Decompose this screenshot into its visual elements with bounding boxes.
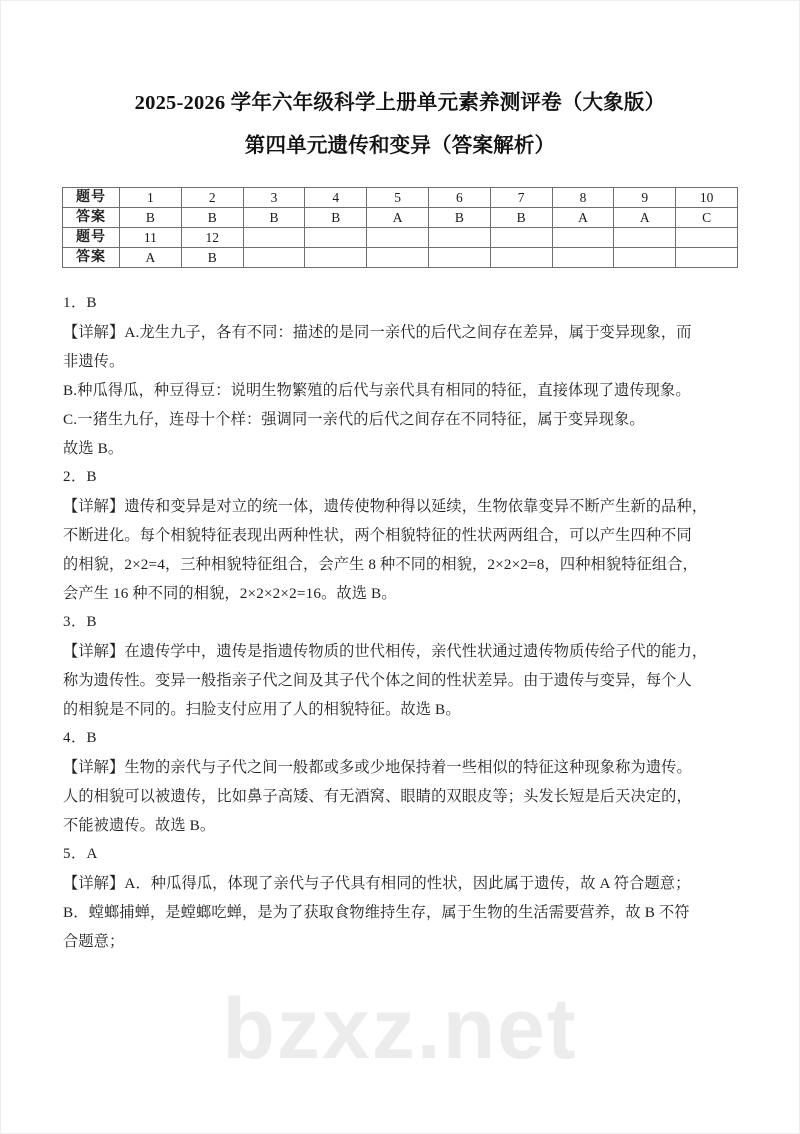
table-cell <box>243 248 305 268</box>
table-cell: A <box>120 248 182 268</box>
table-cell: B <box>181 208 243 228</box>
explanation-line: 合题意； <box>63 933 125 950</box>
table-row <box>63 248 738 268</box>
table-cell <box>428 248 490 268</box>
explanation-heading: 2．B <box>63 469 98 485</box>
explanation-line: 的相貌是不同的。扫脸支付应用了人的相貌特征。故选 B。 <box>63 701 461 718</box>
table-row-label: 答案 <box>63 208 120 228</box>
explanation-heading: 3．B <box>63 614 98 630</box>
explanation-line: 不能被遗传。故选 B。 <box>63 817 216 834</box>
explanation-line: 【详解】在遗传学中，遗传是指遗传物质的世代相传，亲代性状通过遗传物质传给子代的能力， <box>63 643 708 660</box>
explanations-section <box>63 289 739 956</box>
answer-key-table <box>62 187 737 268</box>
table-cell: 2 <box>181 188 243 208</box>
explanation-line: 会产生 16 种不同的相貌，2×2×2×2=16。故选 B。 <box>63 585 397 602</box>
table-cell <box>614 228 676 248</box>
explanation-line: 人的相貌可以被遗传，比如鼻子高矮、有无酒窝、眼睛的双眼皮等；头发长短是后天决定的， <box>63 788 692 805</box>
table-cell: 8 <box>552 188 614 208</box>
explanation-line: C.一猪生九仔，连母十个样：强调同一亲代的后代之间存在不同特征，属于变异现象。 <box>63 411 645 428</box>
table-cell <box>490 228 552 248</box>
table-cell: B <box>181 248 243 268</box>
explanation-heading: 4．B <box>63 730 98 746</box>
table-row <box>63 208 738 228</box>
table-row-label: 答案 <box>63 248 120 268</box>
table-row <box>63 188 738 208</box>
explanation-line: 【详解】生物的亲代与子代之间一般都或多或少地保持着一些相似的特征这种现象称为遗传。 <box>63 759 692 776</box>
explanation-heading: 5．A <box>63 846 98 862</box>
explanation-line: B.种瓜得瓜，种豆得豆：说明生物繁殖的后代与亲代具有相同的特征，直接体现了遗传现象。 <box>63 382 691 399</box>
table-cell: B <box>490 208 552 228</box>
explanation-line: 【详解】A．种瓜得瓜，体现了亲代与子代具有相同的性状，因此属于遗传，故 A 符合题意； <box>63 875 691 892</box>
table-cell: 1 <box>120 188 182 208</box>
table-row-label: 题号 <box>63 228 120 248</box>
table-cell: 6 <box>428 188 490 208</box>
table-cell <box>614 248 676 268</box>
table-row <box>63 228 738 248</box>
table-cell: 4 <box>305 188 367 208</box>
table-cell <box>428 228 490 248</box>
table-cell: B <box>243 208 305 228</box>
table-cell: A <box>367 208 429 228</box>
page-title-line-2: 第四单元遗传和变异（答案解析） <box>244 135 556 157</box>
table-row-label: 题号 <box>63 188 120 208</box>
table-cell: A <box>552 208 614 228</box>
table-cell: 5 <box>367 188 429 208</box>
table-cell: 3 <box>243 188 305 208</box>
explanation-line: 非遗传。 <box>63 353 125 370</box>
table-cell: 10 <box>676 188 738 208</box>
table-cell <box>305 248 367 268</box>
table-cell <box>243 228 305 248</box>
explanation-line: B．螳螂捕蝉，是螳螂吃蝉，是为了获取食物维持生存，属于生物的生活需要营养，故 B 不符 <box>63 904 690 921</box>
page-title-line-1: 2025-2026 学年六年级科学上册单元素养测评卷（大象版） <box>134 92 666 114</box>
explanation-heading: 1．B <box>63 295 98 311</box>
table-cell: 11 <box>120 228 182 248</box>
site-watermark: bzxz.net <box>222 981 578 1077</box>
explanation-line: 称为遗传性。变异一般指亲子代之间及其子代个体之间的性状差异。由于遗传与变异，每个人 <box>63 672 692 689</box>
explanation-line: 的相貌，2×2=4，三种相貌特征组合，会产生 8 种不同的相貌，2×2×2=8，四种相貌特征组合， <box>63 556 698 573</box>
table-cell: 9 <box>614 188 676 208</box>
explanation-line: 【详解】遗传和变异是对立的统一体，遗传使物种得以延续，生物依靠变异不断产生新的品种， <box>63 498 708 515</box>
table-cell <box>367 228 429 248</box>
table-cell: B <box>305 208 367 228</box>
table-cell: 7 <box>490 188 552 208</box>
table-cell <box>676 248 738 268</box>
table-cell <box>305 228 367 248</box>
table-cell: B <box>120 208 182 228</box>
table-cell: C <box>676 208 738 228</box>
table-cell <box>676 228 738 248</box>
table-cell: A <box>614 208 676 228</box>
table-cell: 12 <box>181 228 243 248</box>
explanation-line: 【详解】A.龙生九子，各有不同：描述的是同一亲代的后代之间存在差异，属于变异现象，而 <box>63 324 692 341</box>
table-cell <box>490 248 552 268</box>
table-cell <box>552 228 614 248</box>
explanation-line: 不断进化。每个相貌特征表现出两种性状，两个相貌特征的性状两两组合，可以产生四种不同 <box>63 527 692 544</box>
table-cell <box>552 248 614 268</box>
table-cell <box>367 248 429 268</box>
table-cell: B <box>428 208 490 228</box>
explanation-line: 故选 B。 <box>63 440 124 457</box>
